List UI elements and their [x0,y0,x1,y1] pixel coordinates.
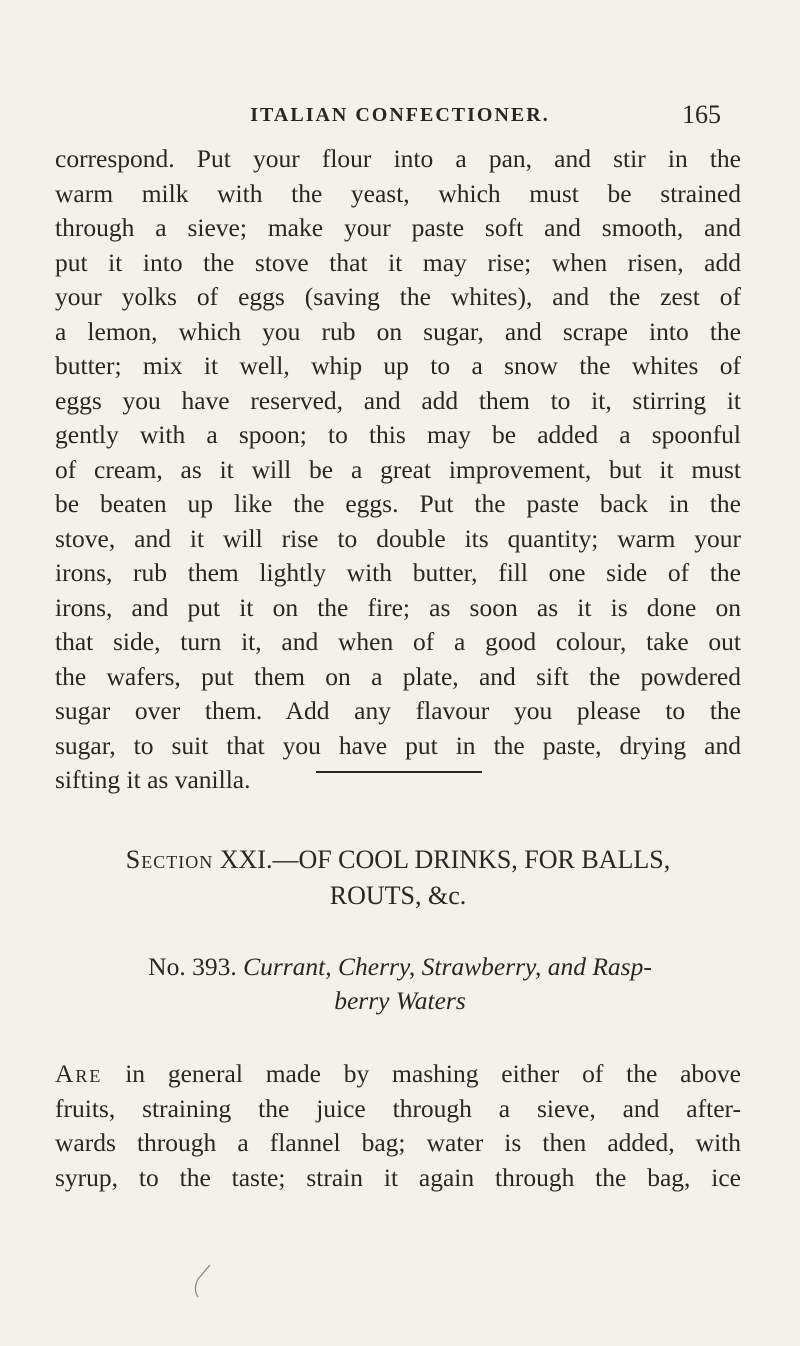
text-line: syrup, to the taste; strain it again through the bag, ice [55,1162,741,1192]
section-divider [316,771,482,773]
body-paragraph [55,1057,741,1195]
text-line: warm milk with the yeast, which must be strained [55,178,741,208]
text-line: Are in general made by mashing either of the above [55,1059,741,1088]
text-line: irons, and put it on the fire; as soon as it is done on [55,592,741,622]
text-line: sugar over them. Add any flavour you please to the [55,696,741,725]
text-line: a lemon, which you rub on sugar, and scrape into the [55,316,741,346]
text-line: butter; mix it well, whip up to a snow the whites of [55,351,741,380]
text-line: stove, and it will rise to double its quantity; warm your [55,523,741,553]
section-heading-line [55,842,741,878]
recipe-title-line [100,950,700,984]
text-line: be beaten up like the eggs. Put the paste back in the [55,489,741,518]
text-line: put it into the stove that it may rise; when risen, add [55,247,741,277]
text-line: fruits, straining the juice through a sieve, and after- [55,1093,741,1123]
pencil-mark [190,1261,214,1301]
recipe-title [100,950,700,1018]
section-label: Section [125,845,214,874]
text-line: sifting it as vanilla. [55,765,251,794]
text-line: that side, turn it, and when of a good colour, take out [55,627,741,656]
recipe-number: No. 393. [148,952,237,981]
section-heading [55,842,741,914]
text-line: irons, rub them lightly with butter, fill one side of the [55,558,741,587]
recipe-name: Currant, Cherry, Strawberry, and Rasp- [243,952,652,981]
text-line: eggs you have reserved, and add them to it, stirring it [55,385,741,415]
text-line: correspond. Put your flour into a pan, and stir in the [55,144,741,173]
running-title: ITALIAN CONFECTIONER. [250,104,550,126]
text-line: through a sieve; make your paste soft and smooth, and [55,213,741,242]
text-line: sugar, to suit that you have put in the paste, drying and [55,730,741,760]
section-title: XXI.—OF COOL DRINKS, FOR BALLS, [213,845,671,874]
text-line: gently with a spoon; to this may be added a spoonful [55,420,741,449]
text-line: of cream, as it will be a great improvement, but it must [55,454,741,484]
text-line: your yolks of eggs (saving the whites), and the zest of [55,282,741,311]
opening-word: Are [55,1059,103,1088]
text-line: the wafers, put them on a plate, and sift the powdered [55,661,741,691]
recipe-name-continued: berry Waters [334,986,466,1015]
text-line: wards through a flannel bag; water is then added, with [55,1128,741,1157]
body-paragraph [55,142,741,798]
page-number: 165 [682,100,721,129]
section-heading-line: ROUTS, &c. [329,881,467,910]
